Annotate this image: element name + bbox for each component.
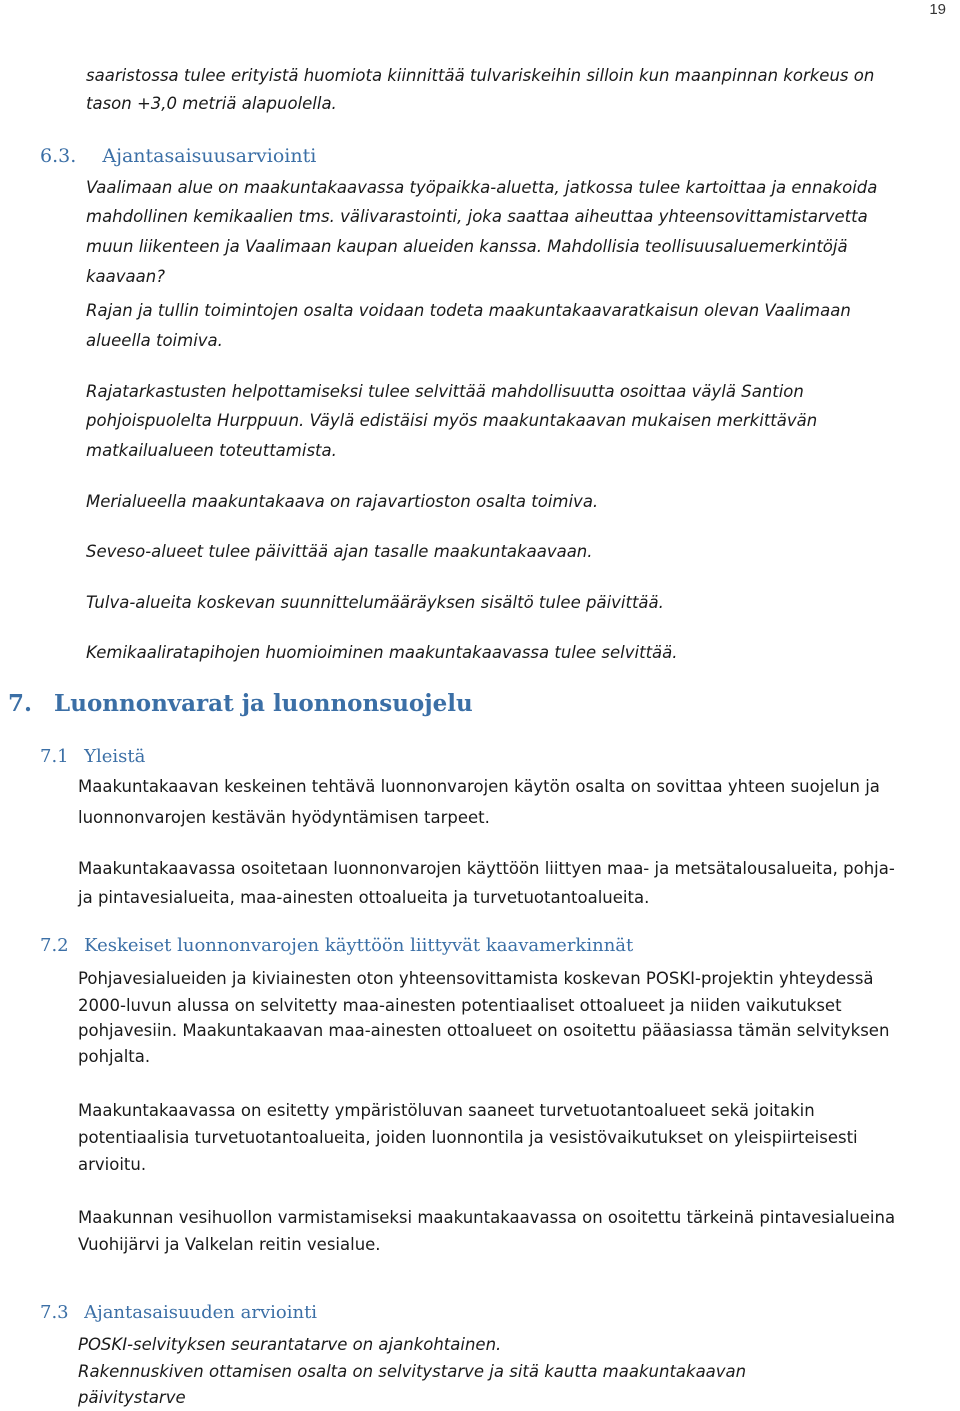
section-7-3-heading — [40, 1302, 317, 1323]
s63-line-8: pohjoispuolelta Hurppuun. Väylä edistäisi myös maakuntakaavan mukaisen merkittävän — [86, 411, 818, 430]
s63-line-5: Rajan ja tullin toimintojen osalta voidaan todeta maakuntakaavaratkaisun olevan Vaalimaan — [86, 301, 851, 320]
s71-line-4: ja pintavesialueita, maa-ainesten ottoalueita ja turvetuotantoalueita. — [78, 888, 650, 907]
section-7-3-title: Ajantasaisuuden arviointi — [84, 1302, 318, 1323]
s73-line-2: Rakennuskiven ottamisen osalta on selvitystarve ja sitä kautta maakuntakaavan — [78, 1362, 747, 1381]
s63-line-1: Vaalimaan alue on maakuntakaavassa työpaikka-aluetta, jatkossa tulee kartoittaa ja ennakoida — [86, 178, 878, 197]
s63-line-3: muun liikenteen ja Vaalimaan kaupan alueiden kanssa. Mahdollisia teollisuusaluemerkintöjä — [86, 237, 848, 256]
page-number: 19 — [929, 1, 946, 18]
section-7-1-number: 7.1 — [40, 746, 69, 767]
intro-line-2: tason +3,0 metriä alapuolella. — [86, 94, 337, 113]
section-7-2-number: 7.2 — [40, 935, 69, 956]
s72-line-4: pohjalta. — [78, 1047, 151, 1066]
chapter-7-heading — [8, 690, 473, 717]
s71-line-1: Maakuntakaavan keskeinen tehtävä luonnonvarojen käytön osalta on sovittaa yhteen suojelun ja — [78, 777, 880, 796]
chapter-7-title: Luonnonvarat ja luonnonsuojelu — [54, 690, 473, 717]
s63-line-12: Tulva-alueita koskevan suunnittelumääräyksen sisältö tulee päivittää. — [86, 593, 664, 612]
s63-line-11: Seveso-alueet tulee päivittää ajan tasalle maakuntakaavaan. — [86, 542, 593, 561]
section-7-3-number: 7.3 — [40, 1302, 69, 1323]
s63-line-9: matkailualueen toteuttamista. — [86, 441, 337, 460]
s72-line-2: 2000-luvun alussa on selvitetty maa-ainesten potentiaaliset ottoalueet ja niiden vaikutukset — [78, 996, 842, 1015]
s72-line-1: Pohjavesialueiden ja kiviainesten oton yhteensovittamista koskevan POSKI-projektin yhteydessä — [78, 969, 874, 988]
s71-line-3: Maakuntakaavassa osoitetaan luonnonvarojen käyttöön liittyen maa- ja metsätalousalueita, pohja- — [78, 859, 895, 878]
s72-line-9: Vuohijärvi ja Valkelan reitin vesialue. — [78, 1235, 381, 1254]
s72-line-3: pohjavesiin. Maakuntakaavan maa-ainesten ottoalueet on osoitettu pääasiassa tämän selvityksen — [78, 1021, 890, 1040]
section-6-3-heading — [40, 145, 316, 167]
s63-line-10: Merialueella maakuntakaava on rajavartioston osalta toimiva. — [86, 492, 599, 511]
s73-line-1: POSKI-selvityksen seurantatarve on ajankohtainen. — [78, 1335, 502, 1354]
s72-line-7: arvioitu. — [78, 1155, 147, 1174]
s63-line-4: kaavaan? — [86, 267, 165, 286]
section-7-1-title: Yleistä — [84, 746, 146, 767]
s72-line-8: Maakunnan vesihuollon varmistamiseksi maakuntakaavassa on osoitettu tärkeinä pintavesialueina — [78, 1208, 896, 1227]
section-6-3-title: Ajantasaisuusarviointi — [102, 145, 317, 167]
s72-line-6: potentiaalisia turvetuotantoalueita, joiden luonnontila ja vesistövaikutukset on yleispiirteisesti — [78, 1128, 858, 1147]
s63-line-13: Kemikaaliratapihojen huomioiminen maakuntakaavassa tulee selvittää. — [86, 643, 678, 662]
section-7-2-title: Keskeiset luonnonvarojen käyttöön liittyvät kaavamerkinnät — [84, 935, 634, 956]
s63-line-2: mahdollinen kemikaalien tms. välivarastointi, joka saattaa aiheuttaa yhteensovittamistarvetta — [86, 207, 868, 226]
intro-line-1: saaristossa tulee erityistä huomiota kiinnittää tulvariskeihin silloin kun maanpinnan korkeus on — [86, 66, 875, 85]
s63-line-7: Rajatarkastusten helpottamiseksi tulee selvittää mahdollisuutta osoittaa väylä Santion — [86, 382, 804, 401]
section-7-2-heading — [40, 935, 633, 956]
s72-line-5: Maakuntakaavassa on esitetty ympäristöluvan saaneet turvetuotantoalueet sekä joitakin — [78, 1101, 815, 1120]
s73-line-3: päivitystarve — [78, 1388, 186, 1407]
s71-line-2: luonnonvarojen kestävän hyödyntämisen tarpeet. — [78, 808, 490, 827]
section-7-1-heading — [40, 746, 145, 767]
chapter-7-number: 7. — [8, 690, 33, 717]
section-6-3-number: 6.3. — [40, 145, 77, 167]
s63-line-6: alueella toimiva. — [86, 331, 223, 350]
